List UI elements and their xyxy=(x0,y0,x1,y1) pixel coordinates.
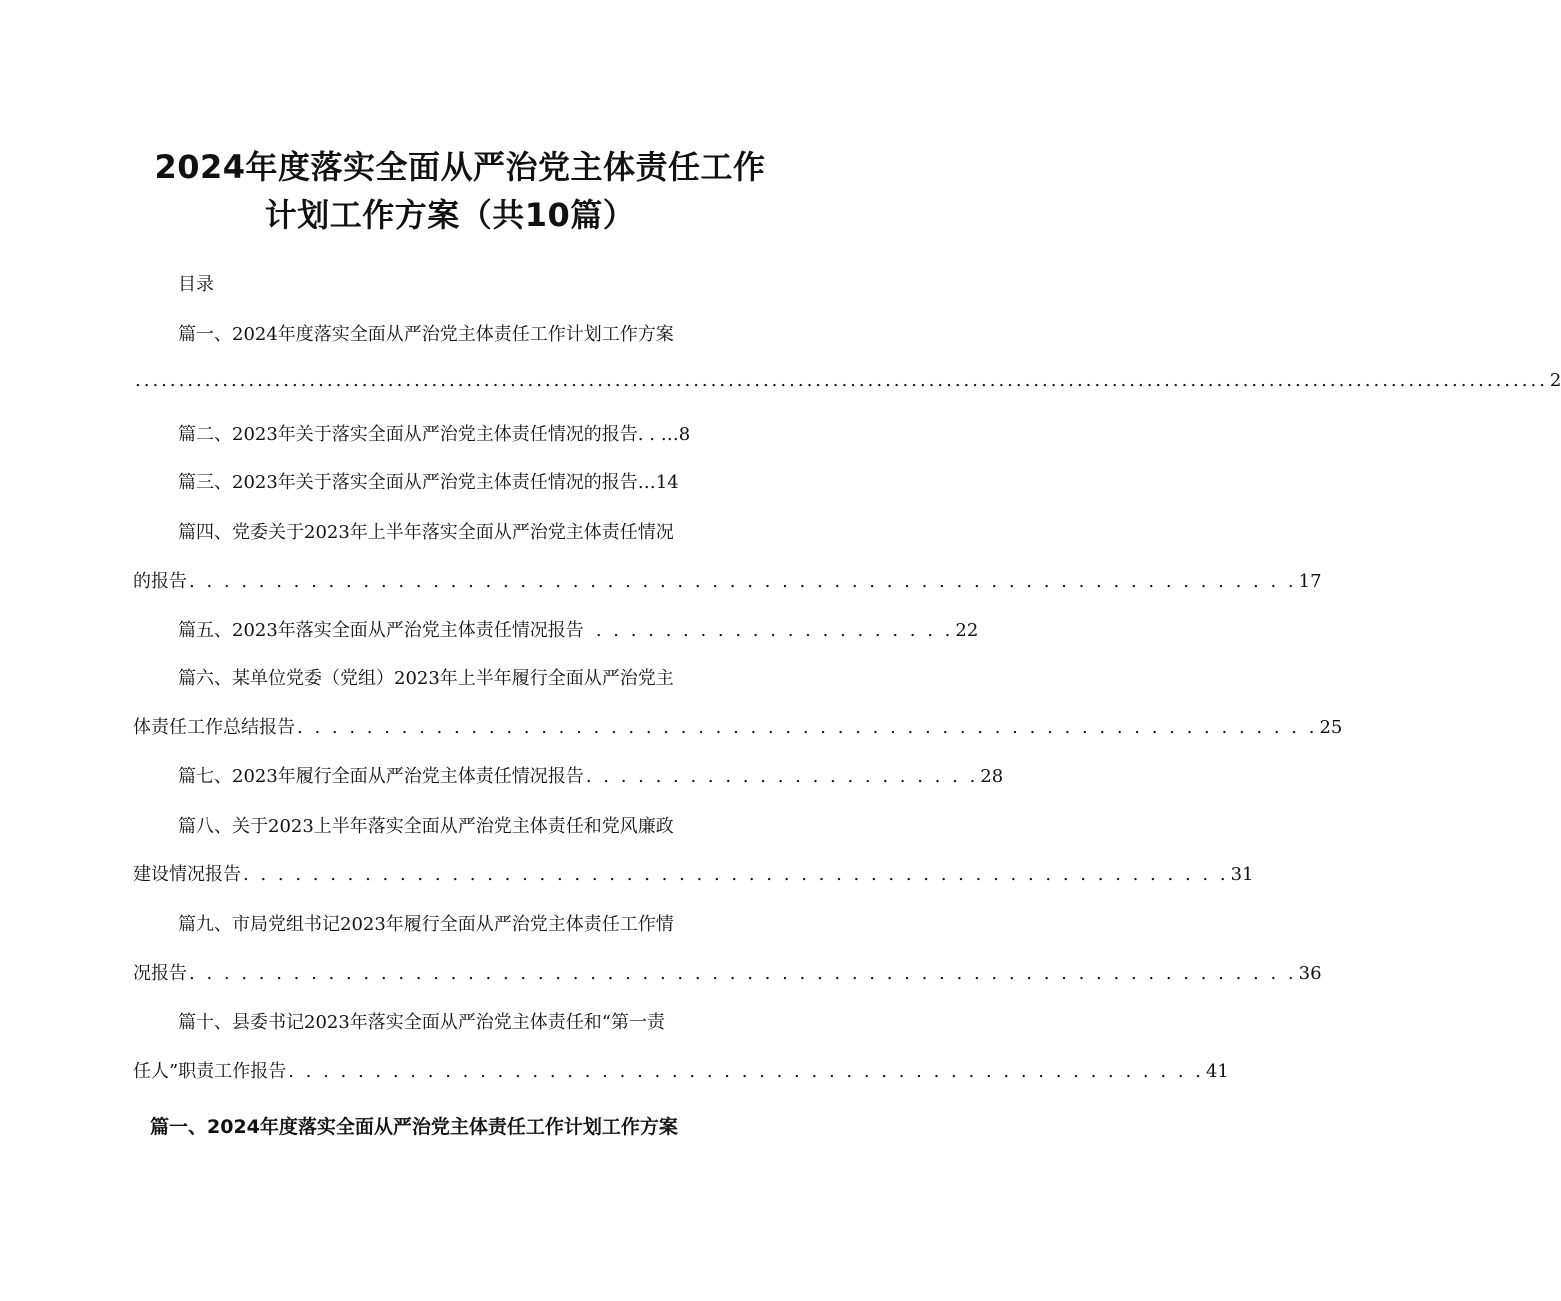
toc-entry-5-title: 篇五、2023年落实全面从严治党主体责任情况报告 xyxy=(178,620,584,641)
toc-entry-10-title-cont: 任人”职责工作报告 xyxy=(133,1061,287,1082)
toc-entry-7[interactable] xyxy=(178,762,1004,788)
toc-entry-7-title: 篇七、2023年履行全面从严治党主体责任情况报告 xyxy=(178,766,584,787)
toc-entry-1-leader[interactable] xyxy=(133,370,1561,391)
toc-entry-9-title[interactable]: 篇九、市局党组书记2023年履行全面从严治党主体责任工作情 xyxy=(178,914,674,935)
toc-entry-1-page: 2 xyxy=(1549,370,1561,391)
toc-entry-6-page: 25 xyxy=(1319,717,1343,738)
toc-entry-5[interactable] xyxy=(178,616,979,642)
dot-leader: . . . . . . . . . . . . . . . . . . . . . . . . . . . . . . . . . . . . . . . . . . . . . . . . . . . . . xyxy=(288,1061,1204,1082)
toc-entry-7-page: 28 xyxy=(980,766,1004,787)
toc-entry-3-page: 14 xyxy=(655,472,679,493)
toc-entry-10-leader[interactable] xyxy=(133,1057,1229,1083)
dot-leader: . . . . . . . . . . . . . . . . . . . . . . . . . . . . . . . . . . . . . . . . . . . . . . . . . . . . . . . . . . . . . . . . xyxy=(189,963,1297,984)
toc-entry-6-title-cont: 体责任工作总结报告 xyxy=(133,717,295,738)
dot-leader: . . . . . . . . . . . . . . . . . . . . . . . . . . . . . . . . . . . . . . . . . . . . . . . . . . . . . . . . . . . xyxy=(297,717,1318,738)
toc-entry-10-page: 41 xyxy=(1205,1061,1229,1082)
toc-entry-2[interactable] xyxy=(178,420,768,446)
toc-entry-10-title[interactable]: 篇十、县委书记2023年落实全面从严治党主体责任和“第一责 xyxy=(178,1012,666,1033)
toc-entry-8-page: 31 xyxy=(1230,864,1254,885)
document-title-line-1: 2024年度落实全面从严治党主体责任工作 xyxy=(154,148,766,186)
toc-entry-9-leader[interactable] xyxy=(133,959,1322,985)
dot-leader: .................................................................................................................................................................. xyxy=(135,370,1548,391)
toc-entry-4-title[interactable]: 篇四、党委关于2023年上半年落实全面从严治党主体责任情况 xyxy=(178,522,674,543)
dot-leader: . . . . . . . . . . . . . . . . . . . . . . . xyxy=(585,766,979,787)
dot-leader: . . . . . . . . . . . . . . . . . . . . . . . . . . . . . . . . . . . . . . . . . . . . . . . . . . . . . . . . . xyxy=(243,864,1229,885)
document-title-line-2: 计划工作方案（共10篇） xyxy=(264,196,636,234)
toc-entry-3-title: 篇三、2023年关于落实全面从严治党主体责任情况的报告… xyxy=(178,472,656,493)
toc-entry-8-title-cont: 建设情况报告 xyxy=(133,864,241,885)
toc-entry-4-leader[interactable] xyxy=(133,567,1322,593)
toc-entry-1-title[interactable]: 篇一、2024年度落实全面从严治党主体责任工作计划工作方案 xyxy=(178,324,674,345)
toc-entry-2-page: 8 xyxy=(678,424,691,445)
toc-entry-4-page: 17 xyxy=(1298,571,1322,592)
toc-entry-2-title: 篇二、2023年关于落实全面从严治党主体责任情况的报告. . … xyxy=(178,424,679,445)
dot-leader: . . . . . . . . . . . . . . . . . . . . . . . . . . . . . . . . . . . . . . . . . . . . . . . . . . . . . . . . . . . . . . . . xyxy=(189,571,1297,592)
section-heading: 篇一、2024年度落实全面从严治党主体责任工作计划工作方案 xyxy=(150,1116,678,1138)
toc-entry-8-leader[interactable] xyxy=(133,860,1254,886)
toc-entry-5-page: 22 xyxy=(955,620,979,641)
toc-entry-3[interactable] xyxy=(178,468,768,494)
toc-entry-6-leader[interactable] xyxy=(133,713,1343,739)
dot-leader: . . . . . . . . . . . . . . . . . . . . . xyxy=(595,620,954,641)
toc-entry-8-title[interactable]: 篇八、关于2023上半年落实全面从严治党主体责任和党风廉政 xyxy=(178,816,674,837)
toc-entry-9-title-cont: 况报告 xyxy=(133,963,187,984)
toc-entry-9-page: 36 xyxy=(1298,963,1322,984)
toc-heading: 目录 xyxy=(178,274,214,295)
toc-entry-6-title[interactable]: 篇六、某单位党委（党组）2023年上半年履行全面从严治党主 xyxy=(178,668,674,689)
toc-entry-4-title-cont: 的报告 xyxy=(133,571,187,592)
